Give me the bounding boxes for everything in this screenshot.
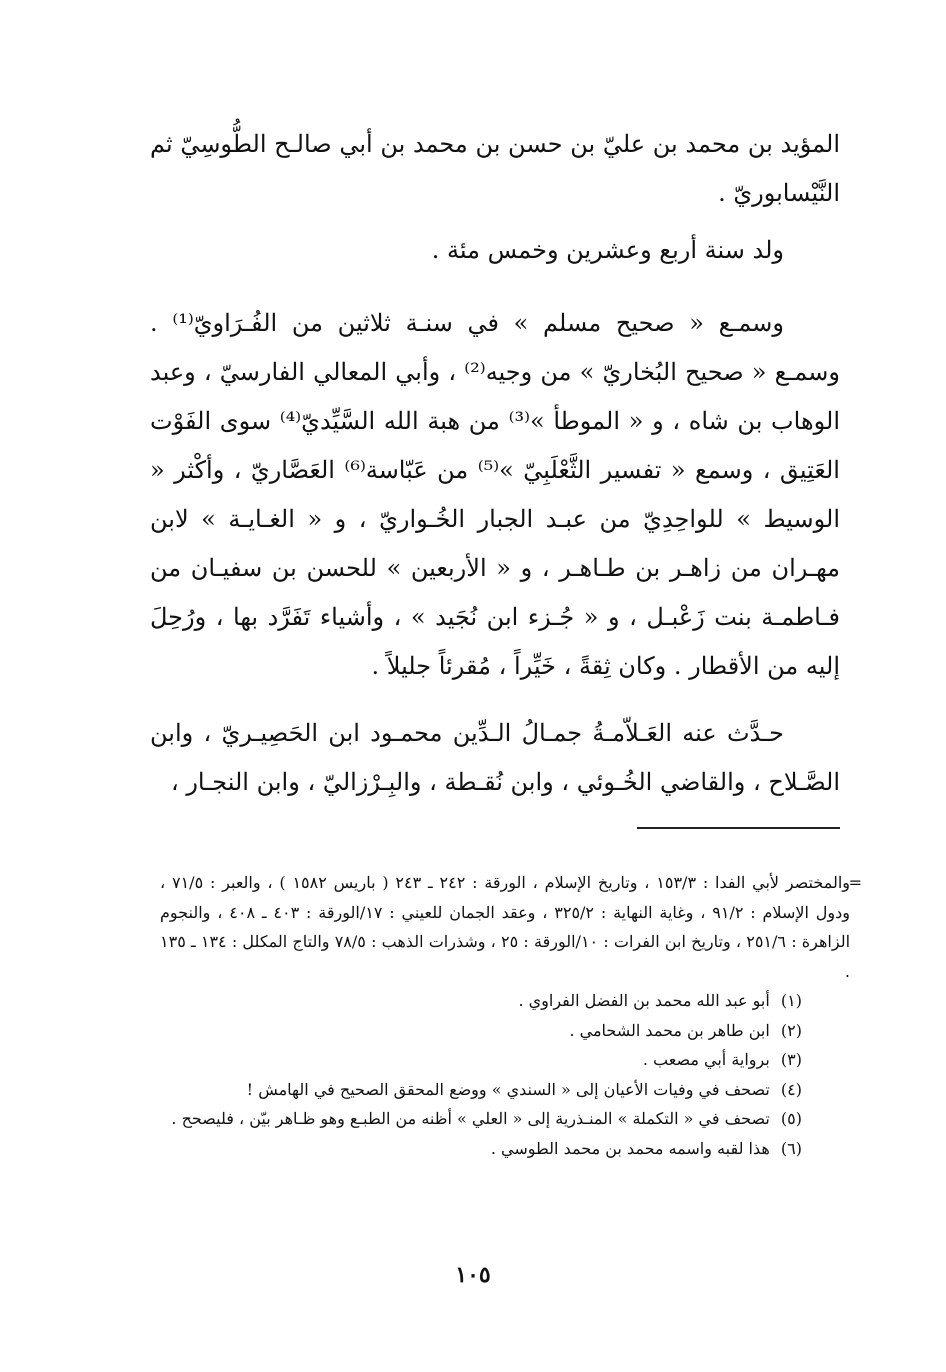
footnote-5	[160, 1104, 850, 1134]
footnote-separator-rule	[637, 827, 840, 829]
main-text-block	[150, 120, 840, 807]
footnote-text: ابن طاهر بن محمد الشحامي .	[569, 1020, 770, 1040]
footnote-2	[160, 1016, 850, 1046]
paragraph-name-lineage: المؤيد بن محمد بن عليّ بن حسن بن محمد بن أبي صالـح الطُّوسِيّ ثم النَّيْسابوريّ .	[150, 130, 840, 207]
page-number: ١٠٥	[455, 1262, 491, 1288]
footnote-4	[160, 1075, 850, 1105]
paragraph-birth: ولد سنة أربع وعشرين وخمس مئة .	[431, 236, 784, 264]
footnote-6	[160, 1134, 850, 1164]
footnote-continuation	[160, 868, 862, 986]
footnote-text: تصحف في وفيات الأعيان إلى « السندي » ووضع المحقق الصحيح في الهامش !	[246, 1079, 770, 1099]
footnote-3	[160, 1045, 850, 1075]
footnote-text: تصحف في « التكملة » المنـذرية إلى « العلي » أظنه من الطبـع وهو ظـاهر بيّن ، فليصحح .	[171, 1109, 770, 1128]
footnote-number: (٣)	[780, 1050, 802, 1069]
footnote-number: (١)	[780, 991, 802, 1010]
footnote-number: (٥)	[780, 1109, 802, 1128]
footnote-text: برواية أبي مصعب .	[642, 1050, 770, 1069]
footnote-number: (٤)	[780, 1079, 802, 1099]
paragraph-studies: وسمـع « صحيح مسلم » في سنـة ثلاثين من الفُـرَاويّ⁽¹⁾ . وسمـع « صحيح البُخاريّ » من وجيه⁽²⁾ ، وأبي المعالي الفارسيّ ، وعبد الوهاب بن شاه ، و « الموطأ »⁽³⁾ من هبة الله السَّيِّديّ⁽⁴⁾ سوى الفَوْت العَتِيق ، وسمع « تفسير الثَّعْلَبِيّ »⁽⁵⁾ من عَبّاسة⁽⁶⁾ العَصَّاريّ ، وأكْثر « الوسيط » للواحِدِيّ من عبـد الجبار الخُـواريّ ، و « الغـايـة » لابن مهـران من زاهـر بن طـاهـر ، و « الأربعين » للحسن بن سفيـان من فـاطمـة بنت زَعْبـل ، و « جُـزء ابن نُجَيد » ، وأشياء تَفَرَّد بها ، ورُحِلَ إليه من الأقطار . وكان ثِقةً ، خَيِّراً ، مُقرئاً جليلاً .	[150, 309, 840, 680]
footnote-number: (٦)	[780, 1138, 802, 1158]
continuation-marker: =	[848, 873, 862, 892]
footnote-text: أبو عبد الله محمد بن الفضل الفراوي .	[518, 991, 770, 1010]
footnote-continuation-text: والمختصر لأبي الفدا : ١٥٣/٣ ، وتاريخ الإسلام ، الورقة : ٢٤٢ ـ ٢٤٣ ( باريس ١٥٨٢ ) ، والعبر : ٧١/٥ ، ودول الإسلام : ٩١/٢ ، وغاية النهاية : ٣٢٥/٢ ، وعقد الجمان للعيني : ١٧/الورقة : ٤٠٣ ـ ٤٠٨ ، والنجوم الزاهرة : ٢٥١/٦ ، وتاريخ ابن الفرات : ١٠/الورقة : ٢٥ ، وشذرات الذهب : ٧٨/٥ والتاج المكلل : ١٣٤ ـ ١٣٥ .	[160, 873, 851, 981]
footnote-number: (٢)	[780, 1020, 802, 1040]
footnotes-block	[160, 868, 862, 1163]
paragraph-students: حـدَّث عنه العَـلاّمـةُ جمـالُ الـدِّين محمـود ابن الحَصِيـريّ ، وابن الصَّـلاح ، والقاضي الخُـوئي ، وابن نُقـطة ، والبِـرْزاليّ ، وابن النجـار ،	[150, 719, 840, 796]
footnote-1	[160, 986, 850, 1016]
footnote-text: هذا لقبه واسمه محمد بن محمد الطوسي .	[490, 1138, 770, 1158]
